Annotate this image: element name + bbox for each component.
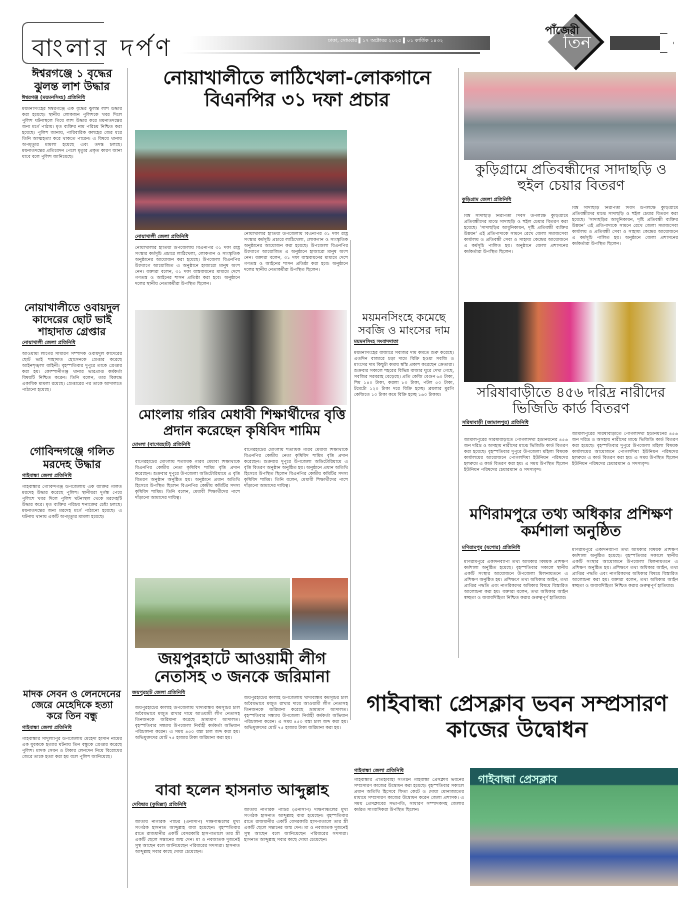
headline[interactable]: কুড়িগ্রামে প্রতিবন্ধীদের সাদাছড়ি ও হুইল চেয়ার বিতরণ xyxy=(475,162,667,195)
article-body: গাইবান্ধার গোবিন্দগঞ্জ উপজেলায় এক ব্যক্তির গলিত মরদেহ উদ্ধার করেছে পুলিশ। স্থানীয়রা দুর্গন্ধ পেয়ে পুলিশে খবর দিলে পুলিশ ঘটনাস্থল থেকে মরদেহটি উদ্ধার করে। মৃত ব্যক্তির পরিচয় শনাক্তের চেষ্টা চলছে। ময়নাতদন্তের জন্য মরদেহ মর্গে পাঠানো হয়েছে। এ ঘটনায় থানায় একটি অপমৃত্যুর মামলা হয়েছে। xyxy=(22,485,122,521)
article-gaibandha-press xyxy=(352,692,682,745)
byline: মণিরামপুর (যশোর) প্রতিনিধি xyxy=(462,544,521,551)
article-body: জয়পুরহাটের কালাই উপজেলায় খাদ্যবান্ধব কর্মসূচির চাল অবৈধভাবে মজুত রাখার দায়ে আওয়ামী লীগ নেতাসহ তিনজনকে জরিমানা করেছে ভ্রাম্যমাণ আদালত। বৃহস্পতিবার সন্ধ্যায় উপজেলা নির্বাহী কর্মকর্তা অভিযান পরিচালনা করেন। এ সময় ৪৫০ বস্তা চাল জব্দ করা হয়। অভিযুক্তদের মোট ৭৫ হাজার টাকা জরিমানা করা হয়। xyxy=(135,706,240,741)
headline[interactable]: মণিরামপুরে তথ্য অধিকার প্রশিক্ষণ কর্মশালা অনুষ্ঠিত xyxy=(469,505,673,541)
byline: জয়পুরহাট জেলা প্রতিনিধি xyxy=(132,689,186,696)
headline[interactable]: গাইবান্ধা প্রেসক্লাব ভবন সম্প্রসারণ কাজের উদ্বোধন xyxy=(366,692,668,744)
next-page-arrow-icon[interactable] xyxy=(660,33,674,53)
headline[interactable]: মাদক সেবন ও লেনদেনের জেরে মেহেদিকে হত্যা করে তিন বন্ধু xyxy=(23,689,121,722)
byline: ময়মনসিংহ সংবাদদাতা xyxy=(354,339,399,346)
byline: নোয়াখালী জেলা প্রতিনিধি xyxy=(22,340,76,347)
article-ishwarganj xyxy=(22,68,122,302)
article-body: জাতীয় নাগরিক পার্টির (এনসিপি) দক্ষিণাঞ্চলের মুখ্য সংগঠক হাসনাত আব্দুল্লাহ বাবা হয়েছেন। বৃহস্পতিবার রাতে রাজধানীর একটি বেসরকারি হাসপাতালে তার স্ত্রী একটি ছেলে সন্তানের জন্ম দেন। মা ও নবজাতক দুজনেই সুস্থ আছেন বলে জানিয়েছেন পরিবারের সদস্যরা। হাসনাত আব্দুল্লাহ সবার কাছে দোয়া চেয়েছেন। xyxy=(135,820,240,855)
byline: মোংলা (বাগেরহাট) প্রতিনিধি xyxy=(132,442,191,449)
article-sarishabari xyxy=(462,385,680,428)
article-body: বাগেরহাটের মোংলায় শতাধিক গরিব মেধাবী শিক্ষার্থীকে বিএনপির কেন্দ্রীয় নেতা কৃষিবিদ শামিম বৃত্তি প্রদান করেছেন। শুক্রবার দুপুরে উপজেলা অডিটোরিয়ামে এ বৃত্তি বিতরণ অনুষ্ঠান অনুষ্ঠিত হয়। অনুষ্ঠানে প্রধান অতিথি হিসেবে উপস্থিত ছিলেন বিএনপির কেন্দ্রীয় কমিটির সদস্য কৃষিবিদ শামিম। তিনি বলেন, মেধাবী শিক্ষার্থীদের পাশে দাঁড়ানো আমাদের দায়িত্ব। xyxy=(135,460,240,501)
article-body-continued: জামালপুরের সরিষাবাড়ীতে পোগলদিঘা ইউনিয়নের ৪৫৬ জন দরিদ্র ও অসহায় নারীদের মাঝে ভিজিডি কার্ড বিতরণ করা হয়েছে। বৃহস্পতিবার দুপুরে উপজেলা মহিলা বিষয়ক কার্যালয়ের আয়োজনে পোগলদিঘা ইউনিয়ন পরিষদের হলরুমে এ কার্ড বিতরণ করা হয়। এ সময় উপস্থিত ছিলেন ইউনিয়ন পরিষদের চেয়ারম্যান ও সদস্যবৃন্দ। xyxy=(572,432,678,467)
headline[interactable]: গোবিন্দগঞ্জে গলিত মরদেহ উদ্ধার xyxy=(29,445,115,471)
article-monirampur xyxy=(462,506,680,553)
headline[interactable]: মোংলায় গরিব মেধাবী শিক্ষার্থীদের বৃত্তি প্রদান করেছেন কৃষিবিদ শামিম xyxy=(138,407,346,439)
wheelchair-distribution-photo xyxy=(464,72,676,160)
article-body: ময়মনসিংহের বাজারে সবজির দাম কমতে শুরু করেছে। এতদিন বাজারে চড়া দামে বিক্রি হওয়া সবজি ও মাংসের দাম কিছুটা কমায় স্বস্তি প্রকাশ করেছেন ক্রেতারা। শুক্রবার সকালে শহরের বিভিন্ন বাজার ঘুরে দেখা গেছে, সবজির সরবরাহ বেড়েছে। প্রতি কেজি বেগুন ৬০ টাকা, শিম ১৪০ টাকা, করলা ৮০ টাকা, পটল ৫০ টাকা, টমেটো ১২০ টাকা দরে বিক্রি হচ্ছে। ব্রয়লার মুরগি কেজিতে ১০ টাকা কমে বিক্রি হচ্ছে ১৬০ টাকায়। xyxy=(354,351,454,399)
byline: গাইবান্ধা জেলা প্রতিনিধি xyxy=(354,768,404,774)
article-noakhali-bnp-body xyxy=(135,234,240,291)
article-body: নোয়াখালীর হাতিয়া উপজেলায় বিএনপির ৩১ দফা রাষ্ট্র সংস্কার কর্মসূচি প্রচারে লাঠিখেলা, লোকগান ও সাংস্কৃতিক অনুষ্ঠানের আয়োজন করা হয়েছে। উপজেলা বিএনপির উদ্যোগে আয়োজিত এ অনুষ্ঠানে হাজারো মানুষ অংশ নেন। বক্তারা বলেন, ৩১ দফা বাস্তবায়নের মাধ্যমে দেশে গণতন্ত্র ও আইনের শাসন প্রতিষ্ঠা করা হবে। অনুষ্ঠানে দলের স্থানীয় নেতাকর্মীরা উপস্থিত ছিলেন। xyxy=(135,246,240,287)
byline: নোয়াখালী জেলা প্রতিনিধি xyxy=(135,234,189,240)
article-body: মণিরামপুরে একদিনব্যাপী তথ্য অধিকার বিষয়ক প্রশিক্ষণ কর্মশালা অনুষ্ঠিত হয়েছে। বৃহস্পতিবার সকালে স্থানীয় একটি সংস্থার আয়োজনে উপজেলা মিলনায়তনে এ প্রশিক্ষণ অনুষ্ঠিত হয়। প্রশিক্ষণে তথ্য অধিকার আইন, তথ্য প্রাপ্তির পদ্ধতি এবং নাগরিকদের অধিকার বিষয়ে বিস্তারিত আলোচনা করা হয়। বক্তারা বলেন, তথ্য অধিকার আইন স্বচ্ছতা ও জবাবদিহিতা নিশ্চিত করার গুরুত্বপূর্ণ হাতিয়ার। xyxy=(464,560,568,601)
headline[interactable]: নোয়াখালীতে ওবায়দুল কাদেরের ছোট ভাই শাহাদাত গ্রেপ্তার xyxy=(24,302,120,339)
article-body-continued: জাতীয় নাগরিক পার্টির (এনসিপি) দক্ষিণাঞ্চলের মুখ্য সংগঠক হাসনাত আব্দুল্লাহ বাবা হয়েছেন। বৃহস্পতিবার রাতে রাজধানীর একটি বেসরকারি হাসপাতালে তার স্ত্রী একটি ছেলে সন্তানের জন্ম দেন। মা ও নবজাতক দুজনেই সুস্থ আছেন বলে জানিয়েছেন পরিবারের সদস্যরা। হাসনাত আব্দুল্লাহ সবার কাছে দোয়া চেয়েছেন। xyxy=(244,808,348,843)
article-madak xyxy=(22,690,122,887)
page-number: তিন xyxy=(563,33,591,53)
headline[interactable]: সরিষাবাড়ীতে ৪৫৬ দরিদ্র নারীদের ভিজিডি কার্ড বিতরণ xyxy=(476,385,666,418)
scholarship-photo xyxy=(135,310,347,405)
headline[interactable]: ঈশ্বরগঞ্জে ১ বৃদ্ধের ঝুলন্ত লাশ উদ্ধার xyxy=(32,67,112,93)
byline: কুড়িগ্রাম জেলা প্রতিনিধি xyxy=(462,197,512,204)
press-club-photo xyxy=(470,768,678,886)
article-body: গাইবান্ধার ঐতিহ্যবাহী সংগঠন গাইবান্ধা প্রেসক্লাব ভবনের সম্প্রসারণ কাজের উদ্বোধন করা হয়েছে। বৃহস্পতিবার সকালে প্রধান অতিথি হিসেবে ফিতা কেটে ও দোয়া মোনাজাতের মাধ্যমে সম্প্রসারণ কাজের উদ্বোধন করেন জেলা প্রশাসক। এ সময় প্রেসক্লাবের সভাপতি, সাধারণ সম্পাদকসহ জেলার কর্মরত সাংবাদিকরা উপস্থিত ছিলেন। xyxy=(354,778,464,813)
press-club-sign: গাইবান্ধা প্রেসক্লাব xyxy=(478,773,558,786)
article-noakhali-arrest xyxy=(22,302,122,447)
article-noakhali-bnp xyxy=(132,68,462,112)
byline: ঈশ্বরগঞ্জ (ময়মনসিংহ) প্রতিনিধি xyxy=(22,95,86,102)
newspaper-brand: পাঁজেরী xyxy=(545,24,580,37)
article-kurigram xyxy=(462,162,680,205)
headline[interactable]: নোয়াখালীতে লাঠিখেলা-লোকগানে বিএনপির ৩১ দফা প্রচার xyxy=(163,67,431,111)
portrait-photo xyxy=(292,578,348,640)
article-gobindaganj xyxy=(22,446,122,650)
article-joypurhat xyxy=(132,650,352,698)
section-title: বাংলার দর্পণ xyxy=(32,34,173,62)
article-body: জামালপুরের সরিষাবাড়ীতে পোগলদিঘা ইউনিয়নের ৪৫৬ জন দরিদ্র ও অসহায় নারীদের মাঝে ভিজিডি কার্ড বিতরণ করা হয়েছে। বৃহস্পতিবার দুপুরে উপজেলা মহিলা বিষয়ক কার্যালয়ের আয়োজনে পোগলদিঘা ইউনিয়ন পরিষদের হলরুমে এ কার্ড বিতরণ করা হয়। এ সময় উপস্থিত ছিলেন ইউনিয়ন পরিষদের চেয়ারম্যান ও সদস্যবৃন্দ। xyxy=(464,438,568,473)
article-hasnat xyxy=(132,782,352,810)
article-body: ময়মনসিংহের ঈশ্বরগঞ্জে এক বৃদ্ধের ঝুলন্ত লাশ উদ্ধার করা হয়েছে। স্থানীয় লোকজন পুলিশকে খবর দিলে পুলিশ ঘটনাস্থলে গিয়ে লাশ উদ্ধার করে ময়নাতদন্তের জন্য মর্গে পাঠায়। মৃত ব্যক্তির নাম পরিচয় নিশ্চিত করা হয়েছে। পুলিশ জানায়, পারিবারিক কলহের জের ধরে তিনি আত্মহত্যা করে থাকতে পারেন। এ বিষয়ে থানায় অপমৃত্যুর মামলা হয়েছে এবং তদন্ত চলছে। ময়নাতদন্তের প্রতিবেদন পেলে মৃত্যুর প্রকৃত কারণ জানা যাবে বলে পুলিশ জানিয়েছে। xyxy=(22,107,122,161)
column-divider xyxy=(350,240,351,720)
article-body-continued: মণিরামপুরে একদিনব্যাপী তথ্য অধিকার বিষয়ক প্রশিক্ষণ কর্মশালা অনুষ্ঠিত হয়েছে। বৃহস্পতিবার সকালে স্থানীয় একটি সংস্থার আয়োজনে উপজেলা মিলনায়তনে এ প্রশিক্ষণ অনুষ্ঠিত হয়। প্রশিক্ষণে তথ্য অধিকার আইন, তথ্য প্রাপ্তির পদ্ধতি এবং নাগরিকদের অধিকার বিষয়ে বিস্তারিত আলোচনা করা হয়। বক্তারা বলেন, তথ্য অধিকার আইন স্বচ্ছতা ও জবাবদিহিতা নিশ্চিত করার গুরুত্বপূর্ণ হাতিয়ার। xyxy=(572,548,678,589)
headline[interactable]: বাবা হলেন হাসনাত আব্দুল্লাহ xyxy=(155,781,329,799)
byline: সরিষাবাড়ী (জামালপুর) প্রতিনিধি xyxy=(462,420,529,427)
article-body: বিশ্ব সাদাছড়ি নিরাপত্তা দিবস উপলক্ষে কুড়িগ্রামে প্রতিবন্ধীদের মাঝে সাদাছড়ি ও হুইল চেয়ার বিতরণ করা হয়েছে। 'সাদাছড়ির আধুনিকায়ন, দৃষ্টি প্রতিবন্ধী ব্যক্তির উন্নয়ন' এই প্রতিপাদ্যকে সামনে রেখে জেলা সমাজসেবা কার্যালয় ও প্রতিবন্ধী সেবা ও সাহায্য কেন্দ্রের আয়োজনে এ কর্মসূচি পালিত হয়। অনুষ্ঠানে জেলা প্রশাসনের কর্মকর্তারা উপস্থিত ছিলেন। xyxy=(464,214,568,255)
headline[interactable]: ময়মনসিংহে কমেছে সবজি ও মাংসের দাম xyxy=(358,311,450,337)
byline: দেবিদ্বার (কুমিল্লা) প্রতিনিধি xyxy=(132,802,187,809)
header-band-line xyxy=(180,52,480,54)
dateline: ঢাকা, সোমবার ▌১৭ অক্টোবর ২০২৫ ▌০১ কার্তিক ১৪৩২ xyxy=(328,38,444,44)
headline[interactable]: জয়পুরহাটে আওয়ামী লীগ নেতাসহ ৩ জনকে জরিমানা xyxy=(154,649,330,687)
article-body-continued: বাগেরহাটের মোংলায় শতাধিক গরিব মেধাবী শিক্ষার্থীকে বিএনপির কেন্দ্রীয় নেতা কৃষিবিদ শামিম বৃত্তি প্রদান করেছেন। শুক্রবার দুপুরে উপজেলা অডিটোরিয়ামে এ বৃত্তি বিতরণ অনুষ্ঠান অনুষ্ঠিত হয়। অনুষ্ঠানে প্রধান অতিথি হিসেবে উপস্থিত ছিলেন বিএনপির কেন্দ্রীয় কমিটির সদস্য কৃষিবিদ শামিম। তিনি বলেন, মেধাবী শিক্ষার্থীদের পাশে দাঁড়ানো আমাদের দায়িত্ব। xyxy=(244,448,348,489)
article-body: গাইবান্ধার সাদুল্যাপুর উপজেলায় মেহেদী হাসান নামের এক যুবককে হত্যার ঘটনায় তিন বন্ধুকে গ্রেপ্তার করেছে পুলিশ। মাদক সেবন ও টাকার লেনদেন নিয়ে বিরোধের জেরে তাকে হত্যা করা হয় বলে পুলিশ জানিয়েছে। xyxy=(22,736,122,760)
column-divider xyxy=(458,68,459,658)
rally-crowd-photo xyxy=(135,130,347,230)
article-mymensingh-price xyxy=(354,312,454,671)
header-band-dark xyxy=(610,36,660,50)
article-body-continued: বিশ্ব সাদাছড়ি নিরাপত্তা দিবস উপলক্ষে কুড়িগ্রামে প্রতিবন্ধীদের মাঝে সাদাছড়ি ও হুইল চেয়ার বিতরণ করা হয়েছে। 'সাদাছড়ির আধুনিকায়ন, দৃষ্টি প্রতিবন্ধী ব্যক্তির উন্নয়ন' এই প্রতিপাদ্যকে সামনে রেখে জেলা সমাজসেবা কার্যালয় ও প্রতিবন্ধী সেবা ও সাহায্য কেন্দ্রের আয়োজনে এ কর্মসূচি পালিত হয়। অনুষ্ঠানে জেলা প্রশাসনের কর্মকর্তারা উপস্থিত ছিলেন। xyxy=(572,206,678,247)
byline: গাইবান্ধা জেলা প্রতিনিধি xyxy=(22,724,72,731)
article-body-continued: জয়পুরহাটের কালাই উপজেলায় খাদ্যবান্ধব কর্মসূচির চাল অবৈধভাবে মজুত রাখার দায়ে আওয়ামী লীগ নেতাসহ তিনজনকে জরিমানা করেছে ভ্রাম্যমাণ আদালত। বৃহস্পতিবার সন্ধ্যায় উপজেলা নির্বাহী কর্মকর্তা অভিযান পরিচালনা করেন। এ সময় ৪৫০ বস্তা চাল জব্দ করা হয়। অভিযুক্তদের মোট ৭৫ হাজার টাকা জরিমানা করা হয়। xyxy=(244,696,348,731)
rice-cart-photo xyxy=(135,578,290,648)
byline: গাইবান্ধা জেলা প্রতিনিধি xyxy=(22,473,72,480)
article-body-continued: নোয়াখালীর হাতিয়া উপজেলায় বিএনপির ৩১ দফা রাষ্ট্র সংস্কার কর্মসূচি প্রচারে লাঠিখেলা, লোকগান ও সাংস্কৃতিক অনুষ্ঠানের আয়োজন করা হয়েছে। উপজেলা বিএনপির উদ্যোগে আয়োজিত এ অনুষ্ঠানে হাজারো মানুষ অংশ নেন। বক্তারা বলেন, ৩১ দফা বাস্তবায়নের মাধ্যমে দেশে গণতন্ত্র ও আইনের শাসন প্রতিষ্ঠা করা হবে। অনুষ্ঠানে দলের স্থানীয় নেতাকর্মীরা উপস্থিত ছিলেন। xyxy=(244,232,348,273)
article-body: আওয়ামী লীগের সাধারণ সম্পাদক ওবায়দুল কাদেরের ছোট ভাই শাহাদাত হোসেনকে গ্রেপ্তার করেছে আইনশৃঙ্খলা বাহিনী। বৃহস্পতিবার দুপুরে তাকে গ্রেপ্তার করা হয়। কোম্পানীগঞ্জ থানার ভারপ্রাপ্ত কর্মকর্তা বিষয়টি নিশ্চিত করেন। তিনি বলেন, তার বিরুদ্ধে একাধিক মামলা রয়েছে। গ্রেপ্তারের পর তাকে আদালতে পাঠানো হয়েছে। xyxy=(22,352,122,394)
article-mongla xyxy=(132,408,352,450)
column-divider xyxy=(127,68,128,888)
vgd-card-photo xyxy=(464,302,676,382)
